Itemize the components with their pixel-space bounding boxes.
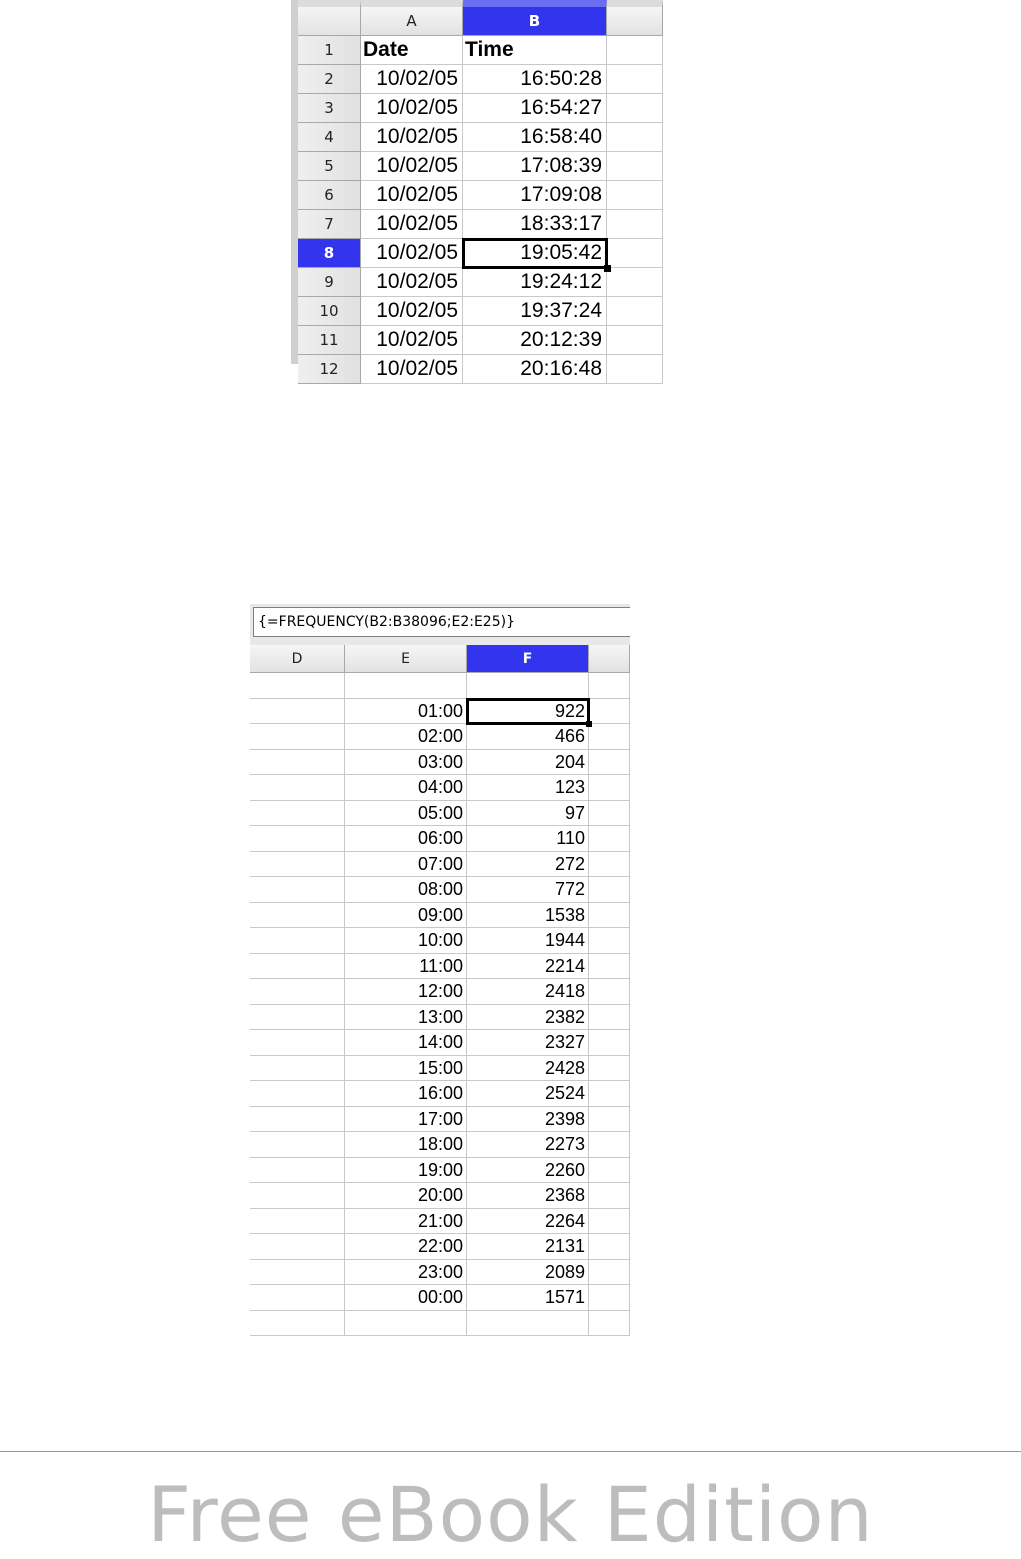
cell-empty[interactable]: [250, 1158, 345, 1184]
cell-date[interactable]: 10/02/05: [361, 210, 463, 239]
cell-hour-bin[interactable]: 00:00: [345, 1285, 467, 1311]
table-row: [250, 877, 630, 903]
cell-hour-bin[interactable]: 17:00: [345, 1107, 467, 1133]
cell-hour-bin[interactable]: 19:00: [345, 1158, 467, 1184]
cell-hour-bin[interactable]: 01:00: [345, 699, 467, 725]
cell-empty[interactable]: [345, 1311, 467, 1337]
table-row: [250, 750, 630, 776]
table-row-empty: [250, 1311, 630, 1337]
cell-time[interactable]: 17:09:08: [463, 181, 607, 210]
cell-empty[interactable]: [250, 1234, 345, 1260]
cell-empty[interactable]: [589, 724, 630, 750]
cell-hour-bin[interactable]: 10:00: [345, 928, 467, 954]
cell-empty[interactable]: [589, 1285, 630, 1311]
cell-hour-bin[interactable]: 22:00: [345, 1234, 467, 1260]
sheet1-grid: [298, 36, 663, 384]
cell-hour-bin[interactable]: 11:00: [345, 954, 467, 980]
cell-frequency[interactable]: 1571: [467, 1285, 589, 1311]
cell-frequency[interactable]: 123: [467, 775, 589, 801]
cell-empty[interactable]: [250, 979, 345, 1005]
cell-frequency[interactable]: 97: [467, 801, 589, 827]
cell-empty[interactable]: [589, 1209, 630, 1235]
cell-date[interactable]: 10/02/05: [361, 268, 463, 297]
cell-hour-bin[interactable]: 04:00: [345, 775, 467, 801]
cell-empty[interactable]: [250, 1183, 345, 1209]
column-header-bar: [298, 0, 670, 36]
cell-hour-bin[interactable]: 05:00: [345, 801, 467, 827]
cell-hour-bin[interactable]: 15:00: [345, 1056, 467, 1082]
cell-empty[interactable]: [589, 1107, 630, 1133]
table-row: [250, 1107, 630, 1133]
cell-hour-bin[interactable]: 20:00: [345, 1183, 467, 1209]
table-row: [298, 152, 663, 181]
table-row: [298, 94, 663, 123]
cell-empty[interactable]: [250, 1132, 345, 1158]
table-row: [298, 297, 663, 326]
cell-frequency[interactable]: 2264: [467, 1209, 589, 1235]
column-header-b[interactable]: B: [463, 0, 607, 36]
table-row: [250, 1285, 630, 1311]
cell-time[interactable]: 19:37:24: [463, 297, 607, 326]
cell-time[interactable]: 18:33:17: [463, 210, 607, 239]
cell-empty[interactable]: [250, 1260, 345, 1286]
column-header-d[interactable]: D: [250, 645, 345, 673]
spreadsheet-date-time: [291, 0, 670, 380]
table-row: [250, 1005, 630, 1031]
cell-empty[interactable]: [607, 181, 663, 210]
cell-empty[interactable]: [589, 1234, 630, 1260]
cell-time[interactable]: 16:50:28: [463, 65, 607, 94]
table-row: [250, 852, 630, 878]
cell-date[interactable]: 10/02/05: [361, 152, 463, 181]
table-row: [250, 903, 630, 929]
table-row: [298, 65, 663, 94]
table-row: [298, 123, 663, 152]
table-row: [250, 1081, 630, 1107]
cell-empty[interactable]: [589, 1260, 630, 1286]
row-header-selected[interactable]: 8: [298, 239, 361, 268]
cell-hour-bin[interactable]: 06:00: [345, 826, 467, 852]
cell-hour-bin[interactable]: 16:00: [345, 1081, 467, 1107]
cell-frequency[interactable]: 2131: [467, 1234, 589, 1260]
cell-empty[interactable]: [250, 750, 345, 776]
table-row: [298, 36, 663, 65]
cell-empty[interactable]: [250, 877, 345, 903]
cell-empty[interactable]: [250, 1056, 345, 1082]
cell-empty[interactable]: [250, 1311, 345, 1337]
footer-watermark: Free eBook Edition: [147, 1470, 874, 1559]
sheet2-grid: [250, 673, 630, 1336]
cell-empty[interactable]: [589, 1030, 630, 1056]
cell-empty[interactable]: [589, 801, 630, 827]
table-row: [250, 1132, 630, 1158]
table-row: [250, 1158, 630, 1184]
cell-frequency[interactable]: 2418: [467, 979, 589, 1005]
cell-empty[interactable]: [250, 673, 345, 699]
table-row: [250, 928, 630, 954]
cell-hour-bin[interactable]: 23:00: [345, 1260, 467, 1286]
column-header-a[interactable]: A: [361, 0, 463, 36]
cell-empty[interactable]: [467, 673, 589, 699]
table-row: [298, 210, 663, 239]
cell-hour-bin[interactable]: 12:00: [345, 979, 467, 1005]
cell-hour-bin[interactable]: 08:00: [345, 877, 467, 903]
cell-date[interactable]: 10/02/05: [361, 65, 463, 94]
cell-frequency[interactable]: 204: [467, 750, 589, 776]
cell-empty[interactable]: [589, 877, 630, 903]
cell-empty[interactable]: [589, 1132, 630, 1158]
cell-empty[interactable]: [250, 826, 345, 852]
table-row: [298, 326, 663, 355]
cell-empty[interactable]: [250, 928, 345, 954]
row-header[interactable]: 6: [298, 181, 361, 210]
cell-empty[interactable]: [607, 297, 663, 326]
column-header-c[interactable]: [607, 0, 663, 36]
cell-frequency[interactable]: 772: [467, 877, 589, 903]
cell-time[interactable]: 19:24:12: [463, 268, 607, 297]
row-header[interactable]: 4: [298, 123, 361, 152]
cell-empty[interactable]: [250, 724, 345, 750]
select-all-corner[interactable]: [298, 0, 361, 36]
cell-hour-bin[interactable]: 18:00: [345, 1132, 467, 1158]
table-row: [250, 699, 630, 725]
cell-empty[interactable]: [589, 852, 630, 878]
cell-empty[interactable]: [345, 673, 467, 699]
cell-frequency[interactable]: 272: [467, 852, 589, 878]
cell-hour-bin[interactable]: 21:00: [345, 1209, 467, 1235]
cell-empty[interactable]: [607, 355, 663, 384]
cell-time[interactable]: 20:12:39: [463, 326, 607, 355]
cell-date[interactable]: 10/02/05: [361, 355, 463, 384]
active-cell-time[interactable]: 19:05:42: [463, 239, 607, 268]
cell-frequency[interactable]: 2382: [467, 1005, 589, 1031]
cell-frequency[interactable]: 2524: [467, 1081, 589, 1107]
cell-hour-bin[interactable]: 09:00: [345, 903, 467, 929]
column-header-g[interactable]: [589, 645, 630, 673]
cell-empty[interactable]: [589, 699, 630, 725]
cell-empty[interactable]: [250, 801, 345, 827]
cell-date-header[interactable]: Date: [361, 36, 463, 65]
cell-empty[interactable]: [607, 239, 663, 268]
cell-date[interactable]: 10/02/05: [361, 123, 463, 152]
cell-empty[interactable]: [250, 903, 345, 929]
cell-empty[interactable]: [589, 979, 630, 1005]
cell-empty[interactable]: [607, 65, 663, 94]
cell-time[interactable]: 16:54:27: [463, 94, 607, 123]
cell-empty[interactable]: [607, 210, 663, 239]
table-row: [250, 1260, 630, 1286]
cell-time[interactable]: 20:16:48: [463, 355, 607, 384]
cell-frequency[interactable]: 466: [467, 724, 589, 750]
cell-date[interactable]: 10/02/05: [361, 181, 463, 210]
row-header[interactable]: 5: [298, 152, 361, 181]
cell-frequency[interactable]: 2089: [467, 1260, 589, 1286]
cell-empty[interactable]: [607, 36, 663, 65]
cell-frequency[interactable]: 2327: [467, 1030, 589, 1056]
cell-date[interactable]: 10/02/05: [361, 94, 463, 123]
cell-empty[interactable]: [250, 775, 345, 801]
table-row: [298, 239, 663, 268]
active-cell-frequency[interactable]: 922: [467, 699, 589, 725]
cell-empty[interactable]: [250, 1005, 345, 1031]
cell-hour-bin[interactable]: 02:00: [345, 724, 467, 750]
table-row: [250, 1183, 630, 1209]
cell-empty[interactable]: [607, 152, 663, 181]
column-header-e[interactable]: E: [345, 645, 467, 673]
table-row-empty: [250, 673, 630, 699]
cell-frequency[interactable]: 2214: [467, 954, 589, 980]
cell-empty[interactable]: [250, 699, 345, 725]
cell-empty[interactable]: [467, 1311, 589, 1337]
table-row: [250, 724, 630, 750]
column-header-f[interactable]: F: [467, 645, 589, 673]
spreadsheet-frequency: [250, 604, 630, 1331]
formula-input[interactable]: {=FREQUENCY(B2:B38096;E2:E25)}: [253, 607, 630, 637]
table-row: [298, 181, 663, 210]
cell-empty[interactable]: [250, 954, 345, 980]
footer-divider: [0, 1451, 1021, 1452]
row-header[interactable]: 9: [298, 268, 361, 297]
cell-empty[interactable]: [607, 326, 663, 355]
table-row: [250, 801, 630, 827]
row-header[interactable]: 10: [298, 297, 361, 326]
cell-frequency[interactable]: 1538: [467, 903, 589, 929]
column-header-bar: [250, 645, 630, 673]
row-header[interactable]: 1: [298, 36, 361, 65]
cell-empty[interactable]: [589, 673, 630, 699]
table-row: [250, 1030, 630, 1056]
cell-hour-bin[interactable]: 03:00: [345, 750, 467, 776]
cell-date[interactable]: 10/02/05: [361, 239, 463, 268]
cell-hour-bin[interactable]: 07:00: [345, 852, 467, 878]
cell-empty[interactable]: [250, 852, 345, 878]
cell-empty[interactable]: [589, 954, 630, 980]
cell-frequency[interactable]: 2428: [467, 1056, 589, 1082]
row-header[interactable]: 3: [298, 94, 361, 123]
table-row: [250, 954, 630, 980]
cell-hour-bin[interactable]: 14:00: [345, 1030, 467, 1056]
cell-empty[interactable]: [250, 1285, 345, 1311]
cell-time[interactable]: 17:08:39: [463, 152, 607, 181]
cell-empty[interactable]: [250, 1081, 345, 1107]
cell-empty[interactable]: [607, 94, 663, 123]
cell-empty[interactable]: [589, 775, 630, 801]
cell-empty[interactable]: [607, 268, 663, 297]
cell-frequency[interactable]: 2368: [467, 1183, 589, 1209]
cell-frequency[interactable]: 1944: [467, 928, 589, 954]
cell-time-header[interactable]: Time: [463, 36, 607, 65]
table-row: [250, 775, 630, 801]
table-row: [250, 826, 630, 852]
cell-empty[interactable]: [589, 1311, 630, 1337]
row-header[interactable]: 7: [298, 210, 361, 239]
row-header[interactable]: 2: [298, 65, 361, 94]
cell-frequency[interactable]: 2273: [467, 1132, 589, 1158]
cell-frequency[interactable]: 2260: [467, 1158, 589, 1184]
cell-empty[interactable]: [607, 123, 663, 152]
cell-frequency[interactable]: 110: [467, 826, 589, 852]
table-row: [250, 1234, 630, 1260]
cell-empty[interactable]: [589, 1183, 630, 1209]
cell-empty[interactable]: [589, 928, 630, 954]
cell-empty[interactable]: [250, 1030, 345, 1056]
cell-empty[interactable]: [250, 1209, 345, 1235]
cell-time[interactable]: 16:58:40: [463, 123, 607, 152]
table-row: [298, 355, 663, 384]
cell-empty[interactable]: [589, 1056, 630, 1082]
row-header[interactable]: 12: [298, 355, 361, 384]
cell-frequency[interactable]: 2398: [467, 1107, 589, 1133]
cell-empty[interactable]: [250, 1107, 345, 1133]
cell-empty[interactable]: [589, 750, 630, 776]
table-row: [298, 268, 663, 297]
cell-empty[interactable]: [589, 1081, 630, 1107]
cell-date[interactable]: 10/02/05: [361, 297, 463, 326]
cell-date[interactable]: 10/02/05: [361, 326, 463, 355]
cell-empty[interactable]: [589, 1158, 630, 1184]
row-header[interactable]: 11: [298, 326, 361, 355]
cell-hour-bin[interactable]: 13:00: [345, 1005, 467, 1031]
table-row: [250, 979, 630, 1005]
cell-empty[interactable]: [589, 1005, 630, 1031]
cell-empty[interactable]: [589, 826, 630, 852]
table-row: [250, 1056, 630, 1082]
table-row: [250, 1209, 630, 1235]
cell-empty[interactable]: [589, 903, 630, 929]
